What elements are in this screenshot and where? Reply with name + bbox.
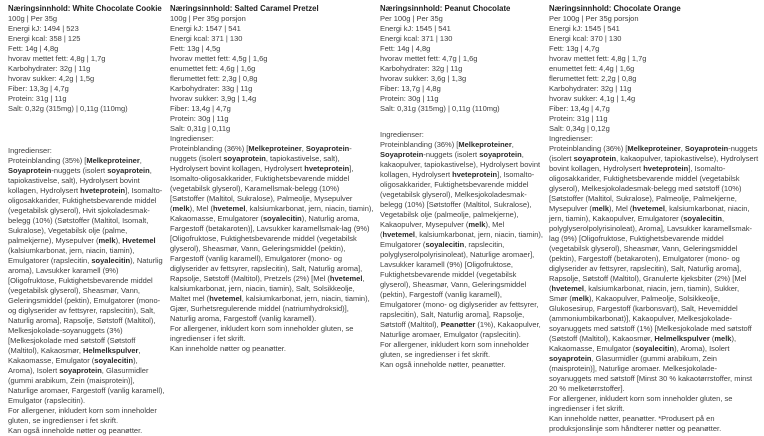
panel-title: Næringsinnhold: Salted Caramel Pretzel xyxy=(170,4,319,13)
nutrition-line: enumettet fett: 4,6g | 1,6g xyxy=(170,64,256,73)
ingredients-text: Proteinblanding (36%) [Melkeproteiner, Soyaprotein-nuggets (isolert soyaprotein, kakaopulver, tapiokastivelse), Hydrolysert bovint kollagen, Hydrolysert hveteprotein], Isomalto-oligosakkarider, Fuktighetsbevarende middel (vegetabilsk glyserol), Melkesjokoladesmak-belegg med søtstoff (10%) [Søtstoffer (Maltitol, Sukralose), Palmeolje, Palmekjerne, Mysepulver (melk), Mel (hvetemel, kalsiumkarbonat, niacin, jern, tiamin), Kakaopulver, Emulgatorer (soyalecitin, polyglyserolpolyrisinoleat), Aroma], Lavsukker karamellsmak-lag (9%) [Oligofruktose, Fuktighetsbevarende middel (vegetabilsk glyserol), Sheasmør, Vann, Geleringsmiddel (pektin), Fargestoff (betakaroten), Emulgatorer (mono- og diglyserider av fettsyrer, rapslecitin), Salt, Naturlig aroma], Rapsolje, Søtstoff (Maltitol), Granulerte kjeksbiter (2%) [Mel (hvetemel, kalsiumkarbonat, niacin, jern, tiamin), Sukker, Smør (melk), Kakaopulver, Palmeolje, Solsikkeolje, Glukosesirup, Fargestoff (karbonsvart), Salt, Hevemiddel (ammoniumbikarbonat)], Kakaopulver, Melkesjokolade-soyanuggets med søtstoff (1%) [Melkesjokolade med søtstoff (Søtstoff (Maltitol), Kakaosmør, Helmelkspulver (melk), Kakaomasse, Emulgator (soyalecitin), Aroma), Isolert soyaprotein, Glasurmidler (gummi arabikum, Zein (maisprotein)], Naturlige aromaer. Melkesjokolade-soyanuggets med søtstoff [Minst 30 % kakaotørrstoffer, minst 20 % melketørrstoffer]. xyxy=(549,144,759,393)
nutrition-list xyxy=(170,14,375,134)
nutrition-line: hvorav sukker: 4,2g | 1,5g xyxy=(8,74,95,83)
allergen-note: For allergener, inkludert korn som inneholder gluten, se ingredienser i fet skrift. xyxy=(170,324,354,343)
may-contain-note: Kan inneholde nøtter og peanøtter. xyxy=(170,344,286,353)
nutrition-line: hvorav mettet fett: 4,7g | 1,6g xyxy=(380,54,478,63)
nutrition-line: Fiber: 13,7g | 4,8g xyxy=(380,84,441,93)
nutrition-line: Karbohydrater: 32g | 11g xyxy=(549,84,632,93)
product-panel-white-chocolate-cookie xyxy=(8,4,165,436)
nutrition-line: flerumettet fett: 2,3g | 0,8g xyxy=(170,74,258,83)
product-panel-chocolate-orange xyxy=(549,4,759,434)
nutrition-line: Salt: 0,31g (315mg) | 0,11g (110mg) xyxy=(380,104,500,113)
ingredients-label: Ingredienser: xyxy=(380,130,424,139)
product-panel-peanut-chocolate xyxy=(380,4,543,370)
nutrition-line: hvorav mettet fett: 4,5g | 1,6g xyxy=(170,54,268,63)
nutrition-line: 100g | Per 35g porsjon xyxy=(170,14,246,23)
nutrition-line: Energi kJ: 1545 | 541 xyxy=(380,24,451,33)
nutrition-line: Energi kcal: 370 | 130 xyxy=(549,34,622,43)
panel-title: Næringsinnhold: White Chocolate Cookie xyxy=(8,4,162,13)
panel-title: Næringsinnhold: Peanut Chocolate xyxy=(380,4,511,13)
ingredients-text: Proteinblanding (35%) [Melkeproteiner, Soyaprotein-nuggets (isolert soyaprotein, tapiokastivelse, salt), Hydrolysert bovint kollagen, Hydrolysert hveteprotein], Isomalto-oligosakkarider, Fuktighetsbevarende middel (vegetabilsk glyserol), Hvit sjokoladesmak-belegg (10%) (Søtstoffer (Maltitol, Isomalt, Sukralose), Vegetabilsk olje (palme, palmekjerne), Mysepulver (melk), Hvetemel (kalsiumkarbonat, jern, niacin, tiamin), Emulgatorer (rapslecitin, soyalecitin), Naturlig aroma), Lavsukker karamell (9%) [Oligofruktose, Fuktighetsbevarende middel (vegetabilsk glyserol), Sheasmør, Vann, Geleringsmiddel (pektin), Emulgatorer (mono- og diglyserider av fettsyrer, rapslecitin), Salt, Naturlig aroma], Rapsolje, Søtstoff (Maltitol), Melkesjokolade-soyanuggets (3%) [Melkesjokolade med søtstoff (Søtstoff (Maltitol), Kakaosmør, Helmelkspulver, Kakaomasse, Emulgator (soyalecitin), Aroma), Isolert soyaprotein, Glasurmidler (gummi arabikum, Zein (maisprotein)], Naturlige aromaer, Fargestoff (vanlig karamell), Emulgator (rapslecitin). xyxy=(8,156,165,405)
ingredients-label: Ingredienser: xyxy=(549,134,593,143)
nutrition-line: Protein: 30g | 11g xyxy=(380,94,439,103)
allergen-note: For allergener, inkludert korn som inneholder gluten, se ingredienser i fet skrift. xyxy=(380,340,529,359)
nutrition-list xyxy=(8,14,165,114)
nutrition-line: 100g | Per 35g xyxy=(8,14,58,23)
nutrition-line: Energi kcal: 371 | 130 xyxy=(170,34,243,43)
nutrition-line: flerumettet fett: 2,2g | 0,8g xyxy=(549,74,637,83)
nutrition-line: Salt: 0,32g (315mg) | 0,11g (110mg) xyxy=(8,104,128,113)
nutrition-line: enumettet fett: 4,4g | 1,6g xyxy=(549,64,635,73)
nutrition-line: hvorav sukker: 3,6g | 1,3g xyxy=(380,74,467,83)
nutrition-list xyxy=(549,14,759,134)
nutrition-line: Karbohydrater: 32g | 11g xyxy=(380,64,463,73)
nutrition-line: Energi kcal: 371 | 130 xyxy=(380,34,453,43)
ingredients-label: Ingredienser: xyxy=(8,146,52,155)
nutrition-line: hvorav mettet fett: 4,8g | 1,7g xyxy=(8,54,106,63)
ingredients-text: Proteinblanding (36%) [Melkeproteiner, Soyaprotein-nuggets (isolert soyaprotein, tapiokastivelse, salt), Hydrolysert bovint kollagen, Hydrolysert hveteprotein], Isomalto-oligosakkarider, Fuktighetsbevarende middel (vegetabilsk glyserol), Karamellsmak-belegg (10%) [Søtstoffer (Maltitol, Sukralose), Palmeolje, Mysepulver (melk), Mel (hvetemel, kalsiumkarbonat, jern, niacin, tiamin), Kakaomasse, Emulgatorer (soyalecitin), Naturlig aroma, Fargestoff (betakaroten)], Lavsukker karamellsmak-lag (9%) [Oligofruktose, Fuktighetsbevarende middel (vegetabilsk glyserol), Sheasmør, Vann, Geleringsmiddel (pektin), Fargestoff (vanlig karamell), Emulgatorer (mono- og diglyserider av fettsyrer, rapslecitin), Salt, Naturlig aroma], Rapsolje, Søtstoff (Maltitol), Pretzels (2%) [Mel (hvetemel, kalsiumkarbonat, jern, niacin, tiamin), Salt, Solsikkeolje, Maltet mel (hvetemel, kalsiumkarbonat, jern, niacin, tiamin), Gjær, Surhetsregulerende middel (natriumhydroksid)], Naturlig aroma, Fargestoff (vanlig karamell). xyxy=(170,144,374,323)
nutrition-line: Energi kJ: 1547 | 541 xyxy=(170,24,241,33)
nutrition-line: hvorav mettet fett: 4,8g | 1,7g xyxy=(549,54,647,63)
ingredients-label: Ingredienser: xyxy=(170,134,214,143)
nutrition-line: Salt: 0,34g | 0,12g xyxy=(549,124,610,133)
nutrition-line: hvorav sukker: 4,1g | 1,4g xyxy=(549,94,636,103)
nutrition-line: Fiber: 13,4g | 4,7g xyxy=(170,104,231,113)
may-contain-note: Kan også inneholde nøtter og peanøtter. xyxy=(8,426,143,435)
nutrition-line: Protein: 30g | 11g xyxy=(170,114,229,123)
nutrition-line: Fett: 14g | 4,8g xyxy=(8,44,59,53)
nutrition-line: Protein: 31g | 11g xyxy=(549,114,608,123)
may-contain-note: Kan også inneholde nøtter, peanøtter. xyxy=(380,360,506,369)
nutrition-line: hvorav sukker: 3,9g | 1,4g xyxy=(170,94,257,103)
nutrition-line: Energi kJ: 1494 | 523 xyxy=(8,24,79,33)
may-contain-note: Kan inneholde nøtter, peanøtter. *Produsert på en produksjonslinje som håndterer nøtter og peanøtter. xyxy=(549,414,722,433)
nutrition-line: Energi kJ: 1545 | 541 xyxy=(549,24,620,33)
ingredients-text: Proteinblanding (36%) [Melkeproteiner, Soyaprotein-nuggets (isolert soyaprotein, kakaopulver, tapiokastivelse), Hydrolysert bovint kollagen, Hydrolysert hveteprotein], Isomalto-oligosakkarider, Fuktighetsbevarende middel (vegetabilsk glyserol), Melkesjokoladesmak-belegg (10%) [Søtstoffer (Maltitol, Sukralose), Vegetabilsk olje (palmeolje, palmekjerne), Kakaopulver, Mysepulver (melk), Mel (hvetemel, kalsiumkarbonat, jern, niacin, tiamin), Emulgatorer (soyalecitin, rapslecitin, polyglyserolpolyrisinoleat), Naturlige aromaer], Lavsukker karamell (9%) [Oligofruktose, Fuktighetsbevarende middel (vegetabilsk glyserol), Sheasmør, Vann, Geleringsmiddel (pektin), Fargestoff (vanlig karamell), Emulgatorer (mono- og diglyserider av fettsyrer, rapslecitin), Salt, Naturlig aroma], Rapsolje, Søtstoff (Maltitol), Peanøtter (1%), Kakaopulver, Naturlige aromaer, Emulgator (rapslecitin). xyxy=(380,140,543,339)
nutrition-line: Fiber: 13,3g | 4,7g xyxy=(8,84,69,93)
nutrition-line: Per 100g | Per 35g porsjon xyxy=(549,14,639,23)
nutrition-line: Fett: 13g | 4,5g xyxy=(170,44,221,53)
nutrition-line: Protein: 31g | 11g xyxy=(8,94,67,103)
nutrition-list xyxy=(380,14,543,114)
allergen-note: For allergener, inkludert korn som inneholder gluten, se ingredienser i fet skrift. xyxy=(8,406,157,425)
nutrition-line: Fiber: 13,4g | 4,7g xyxy=(549,104,610,113)
nutrition-line: Fett: 14g | 4,8g xyxy=(380,44,431,53)
product-panel-salted-caramel-pretzel xyxy=(170,4,375,354)
nutrition-line: Salt: 0,31g | 0,11g xyxy=(170,124,231,133)
panel-title: Næringsinnhold: Chocolate Orange xyxy=(549,4,681,13)
nutrition-line: Energi kcal: 358 | 125 xyxy=(8,34,81,43)
nutrition-line: Karbohydrater: 33g | 11g xyxy=(170,84,253,93)
nutrition-line: Karbohydrater: 32g | 11g xyxy=(8,64,91,73)
nutrition-line: Fett: 13g | 4,7g xyxy=(549,44,600,53)
nutrition-line: Per 100g | Per 35g xyxy=(380,14,443,23)
allergen-note: For allergener, inkludert korn som inneholder gluten, se ingredienser i fet skrift. xyxy=(549,394,733,413)
